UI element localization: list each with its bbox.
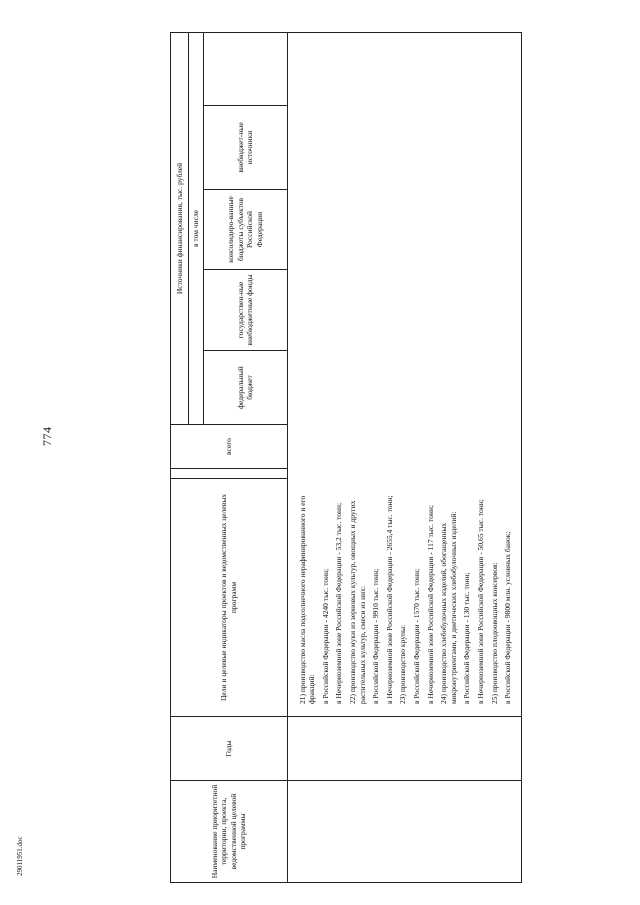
goal-line: в Российской Федерации - 9800 млн. условных банок; xyxy=(503,531,513,704)
header-total: всего xyxy=(171,425,288,469)
goal-line: в Нечерноземной зоне Российской Федерации - 50,65 тыс. тонн; xyxy=(475,499,485,704)
goal-line: 23) производство крупы: xyxy=(398,624,408,704)
goal-line: в Российской Федерации - 130 тыс. тонн; xyxy=(462,572,472,704)
goal-line: в Нечерноземной зоне Российской Федерации - 2655,4 тыс. тонн; xyxy=(384,495,394,704)
goals-list xyxy=(298,479,513,705)
footer-filename: 29011951.doc xyxy=(16,836,24,876)
goal-line: 22) производство муки из зерновых культур, овощных и других растительных культур, смеси из них: xyxy=(347,500,367,704)
header-years: Годы xyxy=(171,717,288,781)
header-extra-empty xyxy=(203,32,287,105)
landscape-page xyxy=(170,33,513,883)
header-consolidated: консолидиро-ванные бюджеты субъектов Российской Федерации xyxy=(203,190,287,270)
header-goals: Цели и целевые индикаторы проектов и ведомственных целевых программ xyxy=(171,479,288,717)
cell-financing-empty xyxy=(287,32,521,468)
program-table xyxy=(170,32,522,883)
goal-line: в Российской Федерации - 1570 тыс. тонн; xyxy=(411,568,421,704)
header-sources: Источники финансирования, тыс. рублей xyxy=(171,32,189,424)
page-number: 774 xyxy=(40,426,54,446)
goal-line: в Нечерноземной зоне Российской Федерации - 117 тыс. тонн; xyxy=(425,505,435,704)
cell-name xyxy=(287,781,521,883)
cell-years xyxy=(287,717,521,781)
goal-line: 21) производство масла подсолнечного нерафинированного и его фракций: xyxy=(297,495,317,704)
goal-line: 24) производство хлебобулочных изделий, обогащенных микронутриентами, и диетических хлебобулочных изделий: xyxy=(439,511,458,704)
goal-line: 25) производство плодоовощных консервов: xyxy=(489,562,499,704)
goal-line: в Нечерноземной зоне Российской Федерации - 53,2 тыс. тонн; xyxy=(334,502,344,704)
cell-goals xyxy=(287,469,521,717)
header-state-funds: государствен-ные внебюджетные фонды xyxy=(203,270,287,351)
header-spacer xyxy=(171,469,288,479)
header-federal: федеральный бюджет xyxy=(203,351,287,425)
header-name: Наименование приоритетной территории, проекта, ведомственной целевой программы xyxy=(171,781,288,883)
goal-line: в Российской Федерации - 9910 тыс. тонн; xyxy=(371,568,381,704)
header-extrabudget: внебюджет-ные источники xyxy=(203,106,287,190)
goal-line: в Российской Федерации - 4240 тыс. тонн; xyxy=(320,568,330,704)
header-including: в том числе xyxy=(189,32,204,424)
